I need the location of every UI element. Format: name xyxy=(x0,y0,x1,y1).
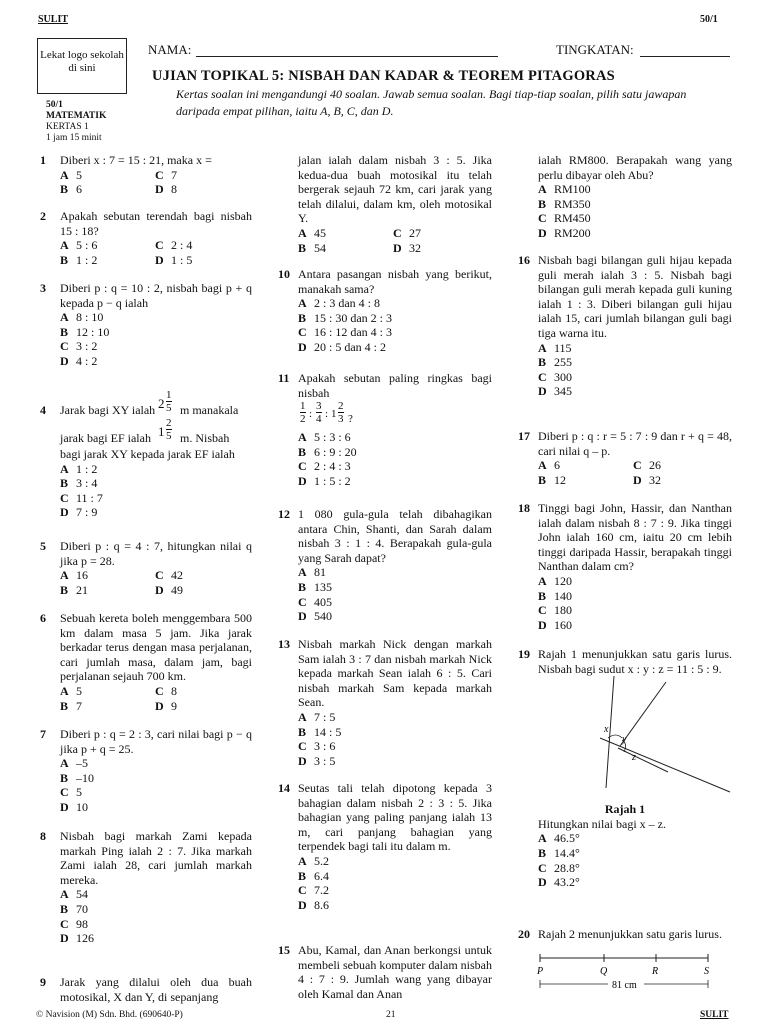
option-b[interactable]: B 6.4 xyxy=(298,868,329,883)
name-line[interactable] xyxy=(196,56,498,57)
option-d[interactable]: D 540 xyxy=(298,609,332,624)
option-c[interactable]: C 2 : 4 xyxy=(155,238,193,253)
option-c[interactable]: C 28.8° xyxy=(538,860,580,875)
option-d[interactable]: D 8 xyxy=(155,182,177,197)
option-c[interactable]: C 7.2 xyxy=(298,883,329,898)
instructions-line-2: daripada empat pilihan, iaitu A, B, C, dan D. xyxy=(176,104,394,118)
question-text: Rajah 2 menunjukkan satu garis lurus. xyxy=(538,927,722,941)
q4-text-4: m. Nisbah xyxy=(180,431,230,445)
figure-caption: Rajah 1 xyxy=(604,802,646,817)
option-b[interactable]: B 1 : 2 xyxy=(60,252,98,267)
option-d[interactable]: D 8.6 xyxy=(298,897,329,912)
question-text: Diberi p : q : r = 5 : 7 : 9 dan r + q = 48, cari nilai q – p. xyxy=(538,429,732,458)
question-number: 17 xyxy=(518,429,530,443)
question-text: Diberi p : q = 10 : 2, nisbah bagi p + q kepada p − q ialah xyxy=(60,281,252,310)
fraction-denominator: 5 xyxy=(166,430,172,442)
option-a[interactable]: A –5 xyxy=(60,756,88,771)
option-a[interactable]: A 5 : 3 : 6 xyxy=(298,430,351,445)
question-13 xyxy=(278,637,492,768)
paper-code: 50/1 xyxy=(46,100,63,110)
class-label: TINGKATAN: xyxy=(556,42,634,57)
q4-text-3: jarak bagi EF ialah xyxy=(60,431,151,445)
option-a[interactable]: A 45 xyxy=(298,225,326,240)
question-7 xyxy=(40,727,252,815)
question-10 xyxy=(278,267,492,355)
option-a[interactable]: A 5 xyxy=(60,683,82,698)
point-label-s: S xyxy=(704,965,709,977)
question-16 xyxy=(518,253,732,399)
option-a[interactable]: A 6 xyxy=(538,458,560,473)
option-b[interactable]: B 12 : 10 xyxy=(60,324,110,339)
option-c[interactable]: C 98 xyxy=(60,916,88,931)
question-number: 18 xyxy=(518,501,530,515)
header-code: 50/1 xyxy=(700,14,718,25)
question-number: 14 xyxy=(278,781,290,795)
question-text: Apakah sebutan paling ringkas bagi nisbah xyxy=(298,371,492,400)
option-d[interactable]: D 7 : 9 xyxy=(60,505,98,520)
ratio-expression: 1 2 : 3 4 : 1 2 3 ? xyxy=(300,400,353,426)
point-label-r: R xyxy=(652,965,659,977)
question-12 xyxy=(278,507,492,624)
question-number: 2 xyxy=(40,209,46,223)
option-b[interactable]: B 14.4° xyxy=(538,845,580,860)
option-b[interactable]: B 70 xyxy=(60,901,88,916)
option-a[interactable]: A 7 : 5 xyxy=(298,709,336,724)
question-14 xyxy=(278,781,492,912)
question-number: 5 xyxy=(40,539,46,553)
option-c[interactable]: C 3 : 2 xyxy=(60,339,98,354)
question-number: 13 xyxy=(278,637,290,651)
question-15-continued xyxy=(518,153,732,241)
option-b[interactable]: B 12 xyxy=(538,472,566,487)
question-number: 3 xyxy=(40,281,46,295)
option-d[interactable]: D 160 xyxy=(538,617,572,632)
question-18 xyxy=(518,501,732,632)
option-b[interactable]: B RM350 xyxy=(538,196,591,211)
figure-line-segment xyxy=(518,944,732,998)
ray-line-3 xyxy=(618,748,668,772)
option-a[interactable]: A RM100 xyxy=(538,182,591,197)
option-c[interactable]: C 3 : 6 xyxy=(298,739,336,754)
question-text: 1 080 gula-gula telah dibahagikan antara Chin, Shanti, dan Sarah dalam nisbah 3 : 1 : 4. Berapakah gula-gula yang Sarah dapat? xyxy=(298,507,492,565)
angle-label-y: y xyxy=(622,734,627,746)
option-a[interactable]: A 81 xyxy=(298,565,326,580)
class-line[interactable] xyxy=(640,56,730,57)
option-d[interactable]: D 43.2° xyxy=(538,875,580,890)
fraction-denominator: 5 xyxy=(166,402,172,414)
point-label-q: Q xyxy=(600,965,608,977)
instructions xyxy=(176,86,736,120)
option-d[interactable]: D 49 xyxy=(155,582,183,597)
question-2 xyxy=(40,209,252,267)
mixed-number-whole: 1 xyxy=(158,424,165,439)
question-20 xyxy=(518,927,732,998)
option-c[interactable]: C 42 xyxy=(155,568,183,583)
question-text: Diberi x : 7 = 15 : 21, maka x = xyxy=(60,153,212,167)
question-number: 19 xyxy=(518,647,530,661)
option-b[interactable]: B 3 : 4 xyxy=(60,476,98,491)
question-11 xyxy=(278,371,492,489)
instructions-line-1: Kertas soalan ini mengandungi 40 soalan. Jawab semua soalan. Bagi tiap-tiap soalan, pilih satu jawapan xyxy=(176,87,687,101)
option-a[interactable]: A 5.2 xyxy=(298,853,329,868)
name-label: NAMA: xyxy=(148,42,192,57)
option-c[interactable]: C 11 : 7 xyxy=(60,490,103,505)
option-d[interactable]: D 3 : 5 xyxy=(298,753,336,768)
option-d[interactable]: D RM200 xyxy=(538,225,591,240)
option-b[interactable]: B 135 xyxy=(298,579,332,594)
question-9 xyxy=(40,975,252,1004)
header-sulit: SULIT xyxy=(38,14,69,25)
option-b[interactable]: B 21 xyxy=(60,582,88,597)
question-text: Diberi p : q = 4 : 7, hitungkan nilai q jika p = 28. xyxy=(60,539,252,568)
paper-time: 1 jam 15 minit xyxy=(46,133,102,143)
option-b[interactable]: B 7 xyxy=(60,698,82,713)
option-c[interactable]: C 405 xyxy=(298,594,332,609)
question-number: 7 xyxy=(40,727,46,741)
option-c[interactable]: C RM450 xyxy=(538,211,591,226)
option-c[interactable]: C 27 xyxy=(393,225,421,240)
option-d[interactable]: D 1 : 5 xyxy=(155,252,193,267)
question-number: 12 xyxy=(278,507,290,521)
option-a[interactable]: A 54 xyxy=(60,887,88,902)
question-number: 4 xyxy=(40,403,46,417)
question-number: 15 xyxy=(278,943,290,957)
angle-label-z: z xyxy=(632,752,636,764)
option-a[interactable]: A 16 xyxy=(60,568,88,583)
option-d[interactable]: D 20 : 5 dan 4 : 2 xyxy=(298,339,386,354)
q4-text-5: bagi jarak XY kepada jarak EF ialah xyxy=(60,447,235,461)
option-a[interactable]: A 1 : 2 xyxy=(60,461,98,476)
option-a[interactable]: A 120 xyxy=(538,573,572,588)
option-a[interactable]: A 115 xyxy=(538,340,572,355)
question-text: Antara pasangan nisbah yang berikut, manakah sama? xyxy=(298,267,492,296)
mixed-number-whole: 2 xyxy=(158,396,165,411)
option-d[interactable]: D 10 xyxy=(60,799,88,814)
logo-placeholder-box: Lekat logo sekolah di sini xyxy=(37,38,127,94)
option-d[interactable]: D 1 : 5 : 2 xyxy=(298,473,351,488)
question-3 xyxy=(40,281,252,369)
option-d[interactable]: D 4 : 2 xyxy=(60,353,98,368)
question-text: Hitungkan nilai bagi x – z. xyxy=(538,816,666,831)
option-b[interactable]: B 140 xyxy=(538,588,572,603)
option-d[interactable]: D 345 xyxy=(538,384,572,399)
question-text: Nisbah markah Nick dengan markah Sam ialah 3 : 7 dan nisbah markah Nick kepada markah Sean ialah 6 : 5. Cari nisbah markah Sam kepada markah Sean. xyxy=(298,637,492,710)
point-label-p: P xyxy=(537,965,544,977)
question-number: 1 xyxy=(40,153,46,167)
figure-straight-line-angles xyxy=(518,676,732,802)
option-c[interactable]: C 2 : 4 : 3 xyxy=(298,459,351,474)
question-19 xyxy=(518,647,732,890)
question-number: 11 xyxy=(278,371,290,385)
footer-page-number: 21 xyxy=(386,1010,396,1020)
footer-sulit: SULIT xyxy=(700,1010,729,1020)
question-number: 20 xyxy=(518,927,530,941)
option-b[interactable]: B 255 xyxy=(538,355,572,370)
question-text: ialah RM800. Berapakah wang yang perlu dibayar oleh Abu? xyxy=(538,153,732,182)
option-c[interactable]: C 16 : 12 dan 4 : 3 xyxy=(298,325,392,340)
option-c[interactable]: C 7 xyxy=(155,167,177,182)
question-1 xyxy=(40,153,252,197)
q4-text-1: Jarak bagi XY ialah xyxy=(60,403,156,417)
ray-line-2 xyxy=(620,682,666,746)
fraction-numerator: 1 xyxy=(166,389,172,401)
option-c[interactable]: C 180 xyxy=(538,603,572,618)
question-text: Jarak yang dilalui oleh dua buah motosikal, X dan Y, di sepanjang xyxy=(60,975,252,1004)
option-b[interactable]: B 14 : 5 xyxy=(298,724,342,739)
option-d[interactable]: D 9 xyxy=(155,698,177,713)
option-c[interactable]: C 26 xyxy=(633,458,661,473)
option-d[interactable]: D 32 xyxy=(393,240,421,255)
question-4 xyxy=(40,389,252,520)
footer-copyright: © Navision (M) Sdn. Bhd. (690640-P) xyxy=(36,1010,183,1020)
question-text: Rajah 1 menunjukkan satu garis lurus. Nisbah bagi sudut x : y : z = 11 : 5 : 9. xyxy=(538,647,732,676)
question-text: Diberi p : q = 2 : 3, cari nilai bagi p − q jika p + q = 25. xyxy=(60,727,252,756)
question-6 xyxy=(40,611,252,713)
option-a[interactable]: A 5 : 6 xyxy=(60,238,98,253)
question-text: Tinggi bagi John, Hassir, dan Nanthan ialah dalam nisbah 8 : 7 : 9. Jika tinggi John ialah 160 cm, iaitu 20 cm lebih tinggi daripada Hassir, berapakah tinggi Nanthan dalam cm? xyxy=(538,501,732,574)
option-c[interactable]: C 5 xyxy=(60,785,82,800)
option-d[interactable]: D 126 xyxy=(60,931,94,946)
question-8 xyxy=(40,829,252,946)
option-b[interactable]: B 6 : 9 : 20 xyxy=(298,444,357,459)
option-c[interactable]: C 8 xyxy=(155,683,177,698)
option-c[interactable]: C 300 xyxy=(538,369,572,384)
question-text: jalan ialah dalam nisbah 3 : 5. Jika kedua-dua buah motosikal itu telah bergerak sejauh 72 km, cari jarak yang telah dilalui, dalam km, oleh motosikal Y. xyxy=(298,153,492,226)
question-number: 10 xyxy=(278,267,290,281)
dimension-label: 81 cm xyxy=(612,979,637,991)
question-number: 6 xyxy=(40,611,46,625)
question-number: 8 xyxy=(40,829,46,843)
page-title: UJIAN TOPIKAL 5: NISBAH DAN KADAR & TEOREM PITAGORAS xyxy=(152,68,615,84)
option-a[interactable]: A 2 : 3 dan 4 : 8 xyxy=(298,296,380,311)
question-text: Abu, Kamal, dan Anan berkongsi untuk membeli sebuah komputer dalam nisbah 4 : 7 : 9. Jumlah wang yang dibayar oleh Kamal dan Anan xyxy=(298,943,492,1001)
question-15 xyxy=(278,943,492,1001)
angle-label-x: x xyxy=(604,724,609,736)
option-a[interactable]: A 8 : 10 xyxy=(60,310,104,325)
option-b[interactable]: B 15 : 30 dan 2 : 3 xyxy=(298,310,392,325)
question-text: Apakah sebutan terendah bagi nisbah 15 : 18? xyxy=(60,209,252,238)
option-b[interactable]: B –10 xyxy=(60,770,94,785)
paper-info xyxy=(46,100,106,144)
question-text: Nisbah bagi bilangan guli hijau kepada guli merah ialah 3 : 5. Nisbah bagi bilangan guli merah kepada guli kuning ialah 1 : 3. Diberi bilangan guli hijau ialah 15, cari jumlah bilangan guli bagi tiga warna itu. xyxy=(538,253,732,340)
q4-text-2: m manakala xyxy=(180,403,239,417)
question-text: Sebuah kereta boleh menggembara 500 km dalam masa 5 jam. Jika jarak berkadar terus dengan masa perjalanan, cari jumlah masa, dalam jam, bagi perjalanan sejauh 700 km. xyxy=(60,611,252,684)
option-a[interactable]: A 5 xyxy=(60,167,82,182)
question-text: Seutas tali telah dipotong kepada 3 bahagian dalam nisbah 2 : 3 : 5. Jika bahagian yang paling panjang ialah 13 m, cari panjang bahagian yang terpendek bagi tali itu dalam m. xyxy=(298,781,492,854)
question-17 xyxy=(518,429,732,487)
fraction-numerator: 2 xyxy=(166,417,172,429)
main-straight-line xyxy=(600,738,730,792)
paper-number: KERTAS 1 xyxy=(46,122,89,132)
question-5 xyxy=(40,539,252,597)
question-9-continued xyxy=(278,153,492,255)
question-number: 16 xyxy=(518,253,530,267)
option-b[interactable]: B 54 xyxy=(298,240,326,255)
option-d[interactable]: D 32 xyxy=(633,472,661,487)
question-number: 9 xyxy=(40,975,46,989)
question-text: Nisbah bagi markah Zami kepada markah Ping ialah 2 : 7. Jika markah Zami ialah 28, cari jumlah markah mereka. xyxy=(60,829,252,887)
option-a[interactable]: A 46.5° xyxy=(538,831,580,846)
option-b[interactable]: B 6 xyxy=(60,182,82,197)
paper-subject: MATEMATIK xyxy=(46,111,107,121)
